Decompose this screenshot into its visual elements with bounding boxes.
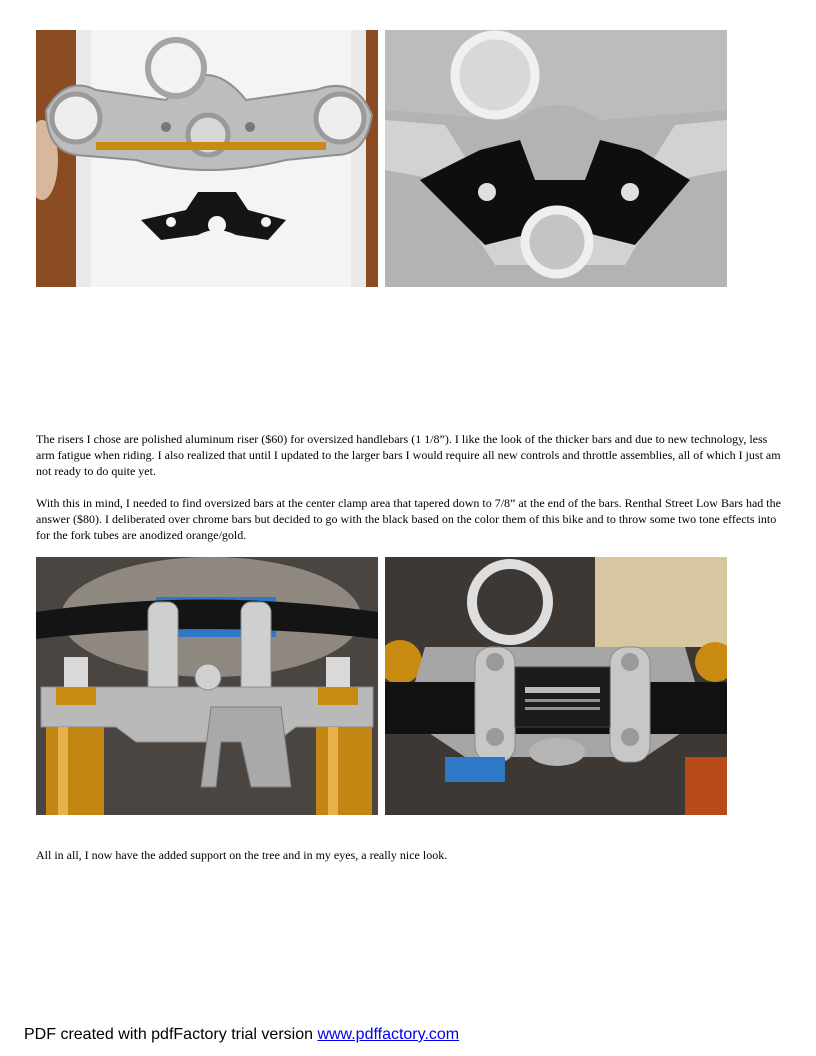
- paragraph-conclusion: All in all, I now have the added support on the tree and in my eyes, a really nice look.: [36, 848, 448, 862]
- photo-insert-installed: [385, 30, 727, 287]
- footer-text: PDF created with pdfFactory trial version: [24, 1026, 318, 1043]
- pdf-footer: [24, 1025, 459, 1045]
- photo-risers-front-view: [36, 557, 378, 815]
- photo-renthal-bar-clamped: [385, 557, 727, 815]
- photo-triple-clamp-with-insert: [36, 30, 378, 287]
- pdffactory-link[interactable]: www.pdffactory.com: [317, 1026, 460, 1043]
- paragraph-risers: The risers I chose are polished aluminum riser ($60) for oversized handlebars (1 1/8”). I like the look of the thicker bars and due to new technology, less arm fatigue when riding. I also realized that until I updated to the larger bars I would require all new controls and throttle assemblies, all of which I just am not ready to do quite yet.: [36, 432, 781, 478]
- paragraph-handlebars: With this in mind, I needed to find oversized bars at the center clamp area that tapered down to 7/8” at the end of the bars. Renthal Street Low Bars had the answer ($80). I deliberated over chrome bars but decided to go with the black based on the color them of this bike and to throw some two tone effects into for the fork tubes are anodized orange/gold.: [36, 496, 781, 542]
